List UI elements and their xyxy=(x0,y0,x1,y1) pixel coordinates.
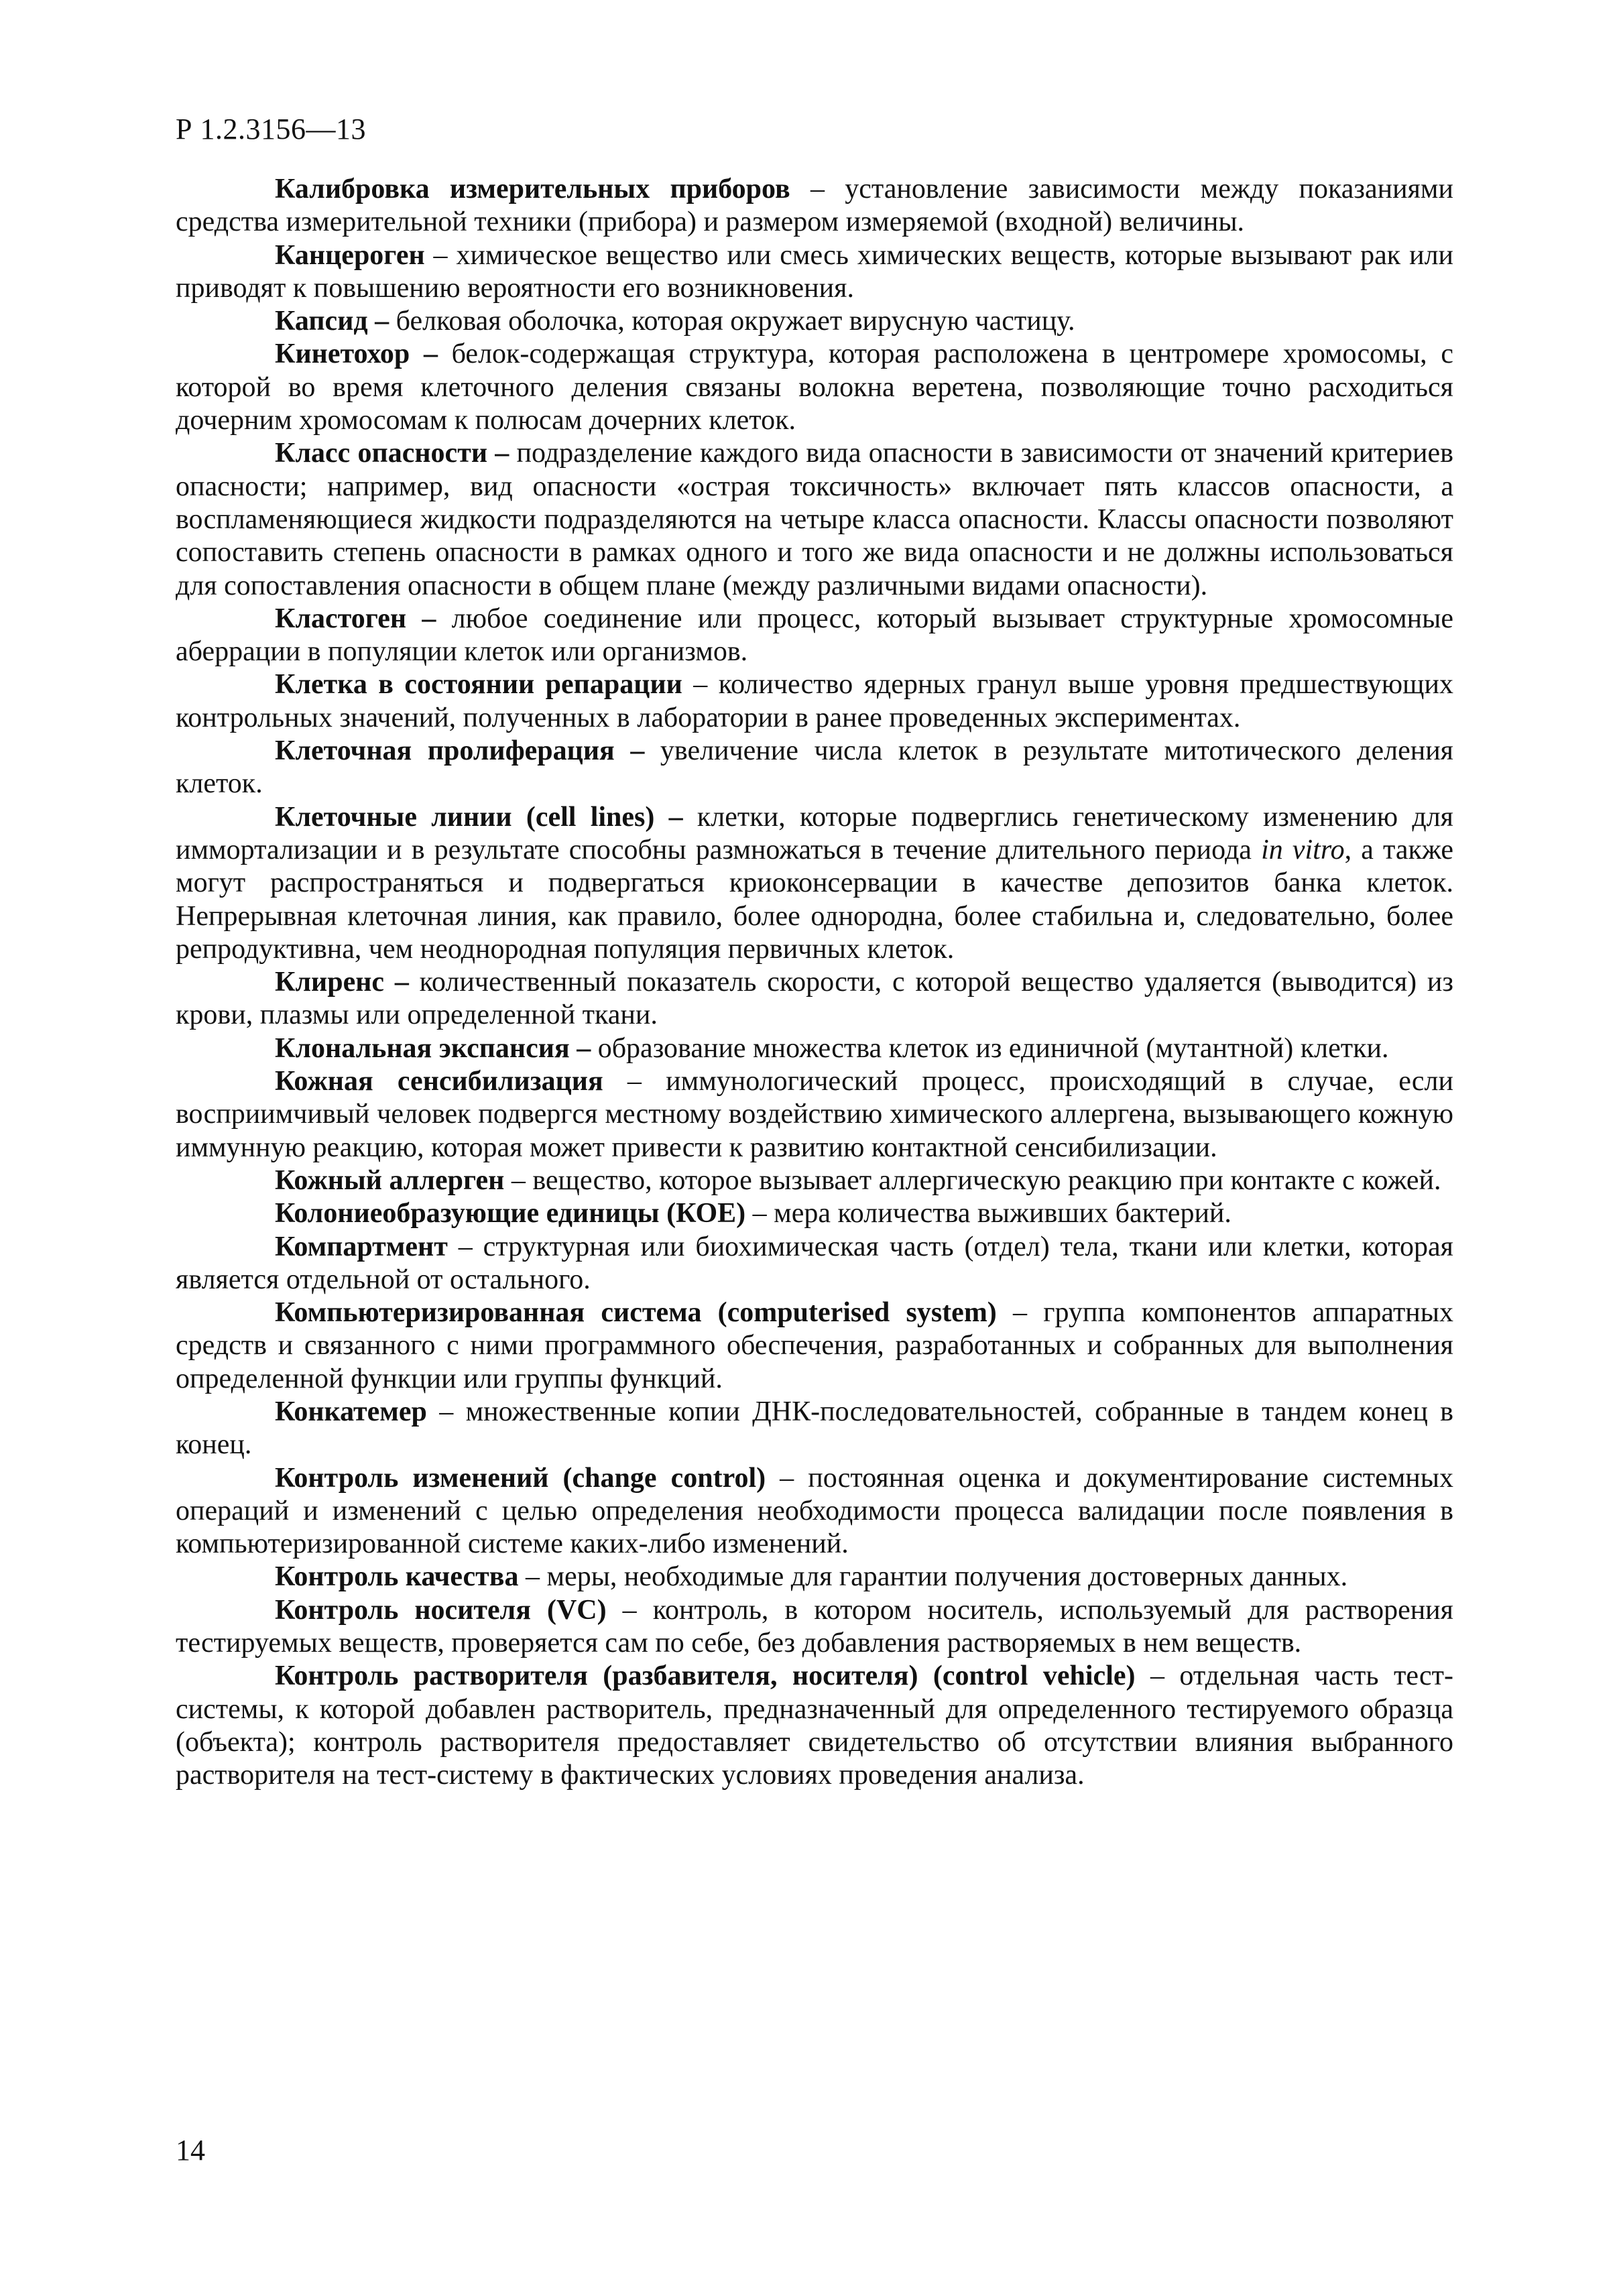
document-code: Р 1.2.3156—13 xyxy=(176,113,366,145)
glossary-entry xyxy=(176,173,1453,239)
glossary-entry xyxy=(176,603,1453,669)
glossary-entry xyxy=(176,966,1453,1032)
glossary-entry xyxy=(176,735,1453,801)
entry-term: Клональная экспансия – xyxy=(275,1032,591,1064)
entry-definition: количественный показатель скорости, с которой вещество удаляется (выводится) из крови, плазмы или определенной ткани. xyxy=(176,967,1453,1031)
entry-definition: – химическое вещество или смесь химических веществ, которые вызывают рак или приводят к повышению вероятности его возникновения. xyxy=(176,239,1453,304)
entry-definition: клетки, которые подверглись генетическому изменению для иммортализации и в результате способны размножаться в течение длительного периода xyxy=(176,801,1453,865)
entry-term: Клиренс – xyxy=(275,967,409,998)
entry-definition: – установление зависимости между показаниями средства измерительной техники (прибора) и размером измеряемой (входной) величины. xyxy=(176,174,1453,238)
glossary-entry xyxy=(176,1296,1453,1396)
entry-definition: белковая оболочка, которая окружает вирусную частицу. xyxy=(389,306,1075,337)
entry-term: Калибровка измерительных приборов xyxy=(275,174,790,204)
entry-definition: подразделение каждого вида опасности в зависимости от значений критериев опасности; например, вид опасности «острая токсичность» включает пять классов опасности, а воспламеняющиеся жидкости подразделяются на четыре класса опасности. Классы опасности позволяют сопоставить степень опасности в рамках одного и того же вида опасности и не должны использоваться для сопоставления опасности в общем плане (между различными видами опасности). xyxy=(176,438,1453,601)
entry-term: Контроль носителя (VC) xyxy=(275,1594,607,1626)
entry-definition: , а также могут распространяться и подвергаться криоконсервации в качестве депозитов банка клеток. Непрерывная клеточная линия, как правило, более однородна, более стабильна и, следовательно, более репродуктивна, чем неоднородная популяция первичных клеток. xyxy=(176,834,1453,965)
entry-definition: – множественные копии ДНК-последовательностей, собранные в тандем конец в конец. xyxy=(176,1396,1453,1461)
glossary-entry xyxy=(176,239,1453,306)
entry-term: Контроль изменений (change control) xyxy=(275,1462,766,1494)
glossary-entry xyxy=(176,1594,1453,1660)
entry-term: Кожная сенсибилизация xyxy=(275,1066,603,1097)
entry-term: Клеточная пролиферация – xyxy=(275,735,645,767)
entry-definition: – вещество, которое вызывает аллергическую реакцию при контакте с кожей. xyxy=(504,1164,1441,1196)
entry-term: Кожный аллерген xyxy=(275,1164,505,1196)
glossary-entry xyxy=(176,437,1453,602)
entry-definition: – отдельная часть тест-системы, к которой добавлен растворитель, предназначенный для определенного тестируемого образца (объекта); контроль растворителя предоставляет свидетельство об отсутствии влияния выбранного растворителя на тест-систему в фактических условиях проведения анализа. xyxy=(176,1660,1453,1791)
entry-term: Кластоген – xyxy=(275,603,436,634)
glossary-entry xyxy=(176,1462,1453,1561)
glossary-entry xyxy=(176,1660,1453,1792)
entry-definition: – меры, необходимые для гарантии получения достоверных данных. xyxy=(518,1561,1348,1593)
page-number: 14 xyxy=(176,2134,205,2167)
entry-term: Компартмент xyxy=(275,1231,448,1262)
glossary-entry xyxy=(176,305,1453,338)
entry-definition: – постоянная оценка и документирование системных операций и изменений с целью определения необходимости процесса валидации после появления в компьютеризированной системе каких-либо изменений. xyxy=(176,1462,1454,1560)
glossary-entry xyxy=(176,1396,1453,1462)
entry-term: Конкатемер xyxy=(275,1396,427,1427)
entry-term: Капсид – xyxy=(275,306,389,337)
entry-term: Класс опасности – xyxy=(275,438,509,469)
glossary-entry xyxy=(176,1561,1453,1593)
entry-definition: увеличение числа клеток в результате митотического деления клеток. xyxy=(176,735,1453,800)
entry-definition: – структурная или биохимическая часть (отдел) тела, ткани или клетки, которая является отдельной от остального. xyxy=(176,1231,1453,1295)
glossary-content xyxy=(176,173,1453,1793)
glossary-entry xyxy=(176,1032,1453,1065)
glossary-entry xyxy=(176,1065,1453,1164)
entry-term: Колониеобразующие единицы (КОЕ) xyxy=(275,1198,746,1229)
glossary-entry xyxy=(176,668,1453,735)
entry-definition: любое соединение или процесс, который вызывает структурные хромосомные аберрации в популяции клеток или организмов. xyxy=(176,603,1453,668)
glossary-entry xyxy=(176,1164,1453,1197)
entry-term: Контроль растворителя (разбавителя, носителя) (control vehicle) xyxy=(275,1660,1136,1692)
entry-definition: белок-содержащая структура, которая расположена в центромере хромосомы, с которой во время клеточного деления связаны волокна веретена, позволяющие точно расходиться дочерним хромосомам к полюсам дочерних клеток. xyxy=(176,339,1453,436)
entry-definition: – группа компонентов аппаратных средств и связанного с ними программного обеспечения, разработанных и собранных для выполнения определенной функции или группы функций. xyxy=(176,1297,1453,1394)
glossary-entry xyxy=(176,801,1453,966)
entry-definition: – мера количества выживших бактерий. xyxy=(745,1198,1231,1229)
glossary-entry xyxy=(176,1197,1453,1230)
glossary-entry xyxy=(176,338,1453,437)
entry-definition: – количество ядерных гранул выше уровня предшествующих контрольных значений, полученных в лаборатории в ранее проведенных экспериментах. xyxy=(176,669,1453,733)
entry-term: Контроль качества xyxy=(275,1561,519,1593)
entry-definition: – иммунологический процесс, происходящий в случае, если восприимчивый человек подвергся местному воздействию химического аллергена, вызывающего кожную иммунную реакцию, которая может привести к развитию контактной сенсибилизации. xyxy=(176,1066,1453,1163)
entry-term: Клетка в состоянии репарации xyxy=(275,669,682,701)
glossary-entry xyxy=(176,1231,1453,1297)
entry-term: Компьютеризированная система (computerised system) xyxy=(275,1297,997,1329)
entry-term: Клеточные линии (cell lines) – xyxy=(275,801,683,833)
entry-definition-italic: in vitro xyxy=(1261,834,1345,865)
entry-term: Канцероген xyxy=(275,239,425,271)
entry-definition: образование множества клеток из единичной (мутантной) клетки. xyxy=(591,1032,1389,1064)
entry-term: Кинетохор – xyxy=(275,339,438,370)
entry-definition: – контроль, в котором носитель, используемый для растворения тестируемых веществ, проверяется сам по себе, без добавления растворяемых в нем веществ. xyxy=(176,1594,1453,1659)
